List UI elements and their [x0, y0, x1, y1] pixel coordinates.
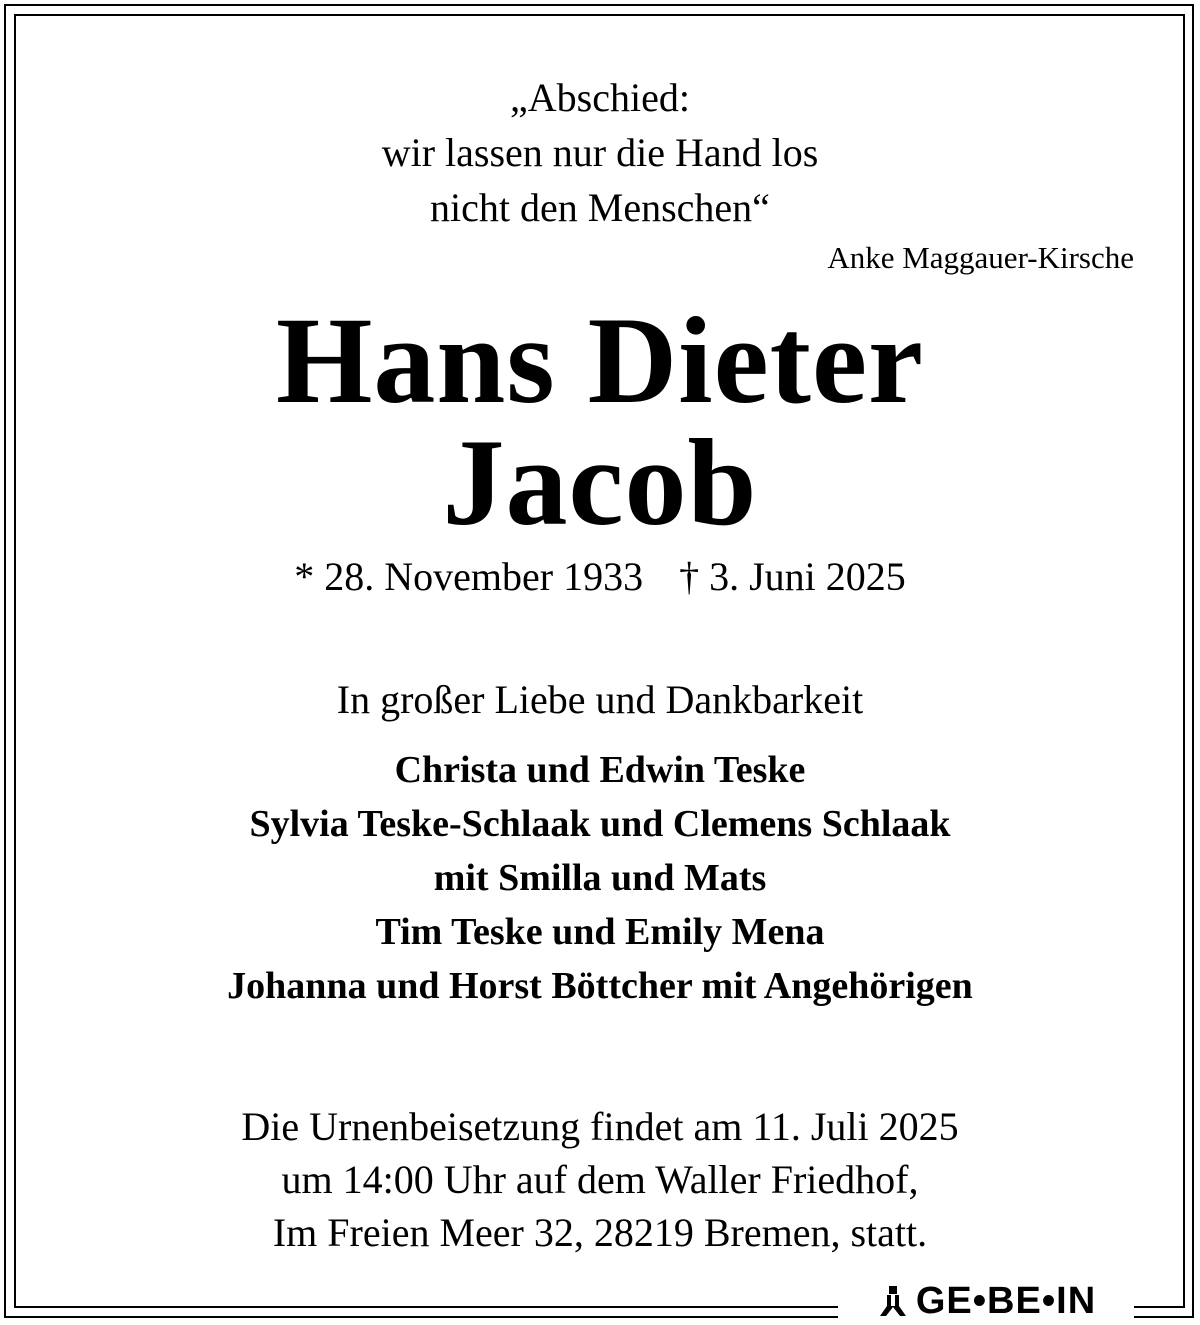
birth-date: * 28. November 1933: [294, 554, 644, 599]
quote-line: wir lassen nur die Hand los: [381, 130, 819, 175]
mourners-intro: In großer Liebe und Dankbarkeit: [336, 677, 864, 722]
name-line-2: Jacob: [442, 414, 758, 551]
mourners-list: [0, 743, 1200, 1013]
mourner-line: Christa und Edwin Teske: [394, 749, 806, 791]
funeral-line: Im Freien Meer 32, 28219 Bremen, statt.: [272, 1210, 928, 1255]
deceased-name: [0, 292, 1200, 551]
quote-block: [0, 70, 1200, 235]
gebein-logo: [838, 1279, 1134, 1323]
death-date: † 3. Juni 2025: [679, 554, 906, 599]
quote-line: nicht den Menschen“: [430, 185, 770, 230]
gebein-logo-text: GE•BE•IN: [915, 1280, 1097, 1322]
life-dates: [0, 552, 1200, 602]
funeral-line: um 14:00 Uhr auf dem Waller Friedhof,: [281, 1157, 919, 1202]
funeral-info: [0, 1100, 1200, 1259]
funeral-line: Die Urnenbeisetzung findet am 11. Juli 2025: [241, 1104, 959, 1149]
quote-line: „Abschied:: [510, 75, 690, 120]
mourner-line: Tim Teske und Emily Mena: [375, 911, 825, 953]
gebein-logo-icon: [876, 1284, 910, 1318]
mourner-line: Johanna und Horst Böttcher mit Angehörigen: [227, 965, 973, 1007]
quote-author: Anke Maggauer-Kirsche: [827, 240, 1134, 275]
name-line-1: Hans Dieter: [275, 292, 925, 429]
mourner-line: Sylvia Teske-Schlaak und Clemens Schlaak: [249, 803, 951, 845]
mourner-line: mit Smilla und Mats: [433, 857, 767, 899]
